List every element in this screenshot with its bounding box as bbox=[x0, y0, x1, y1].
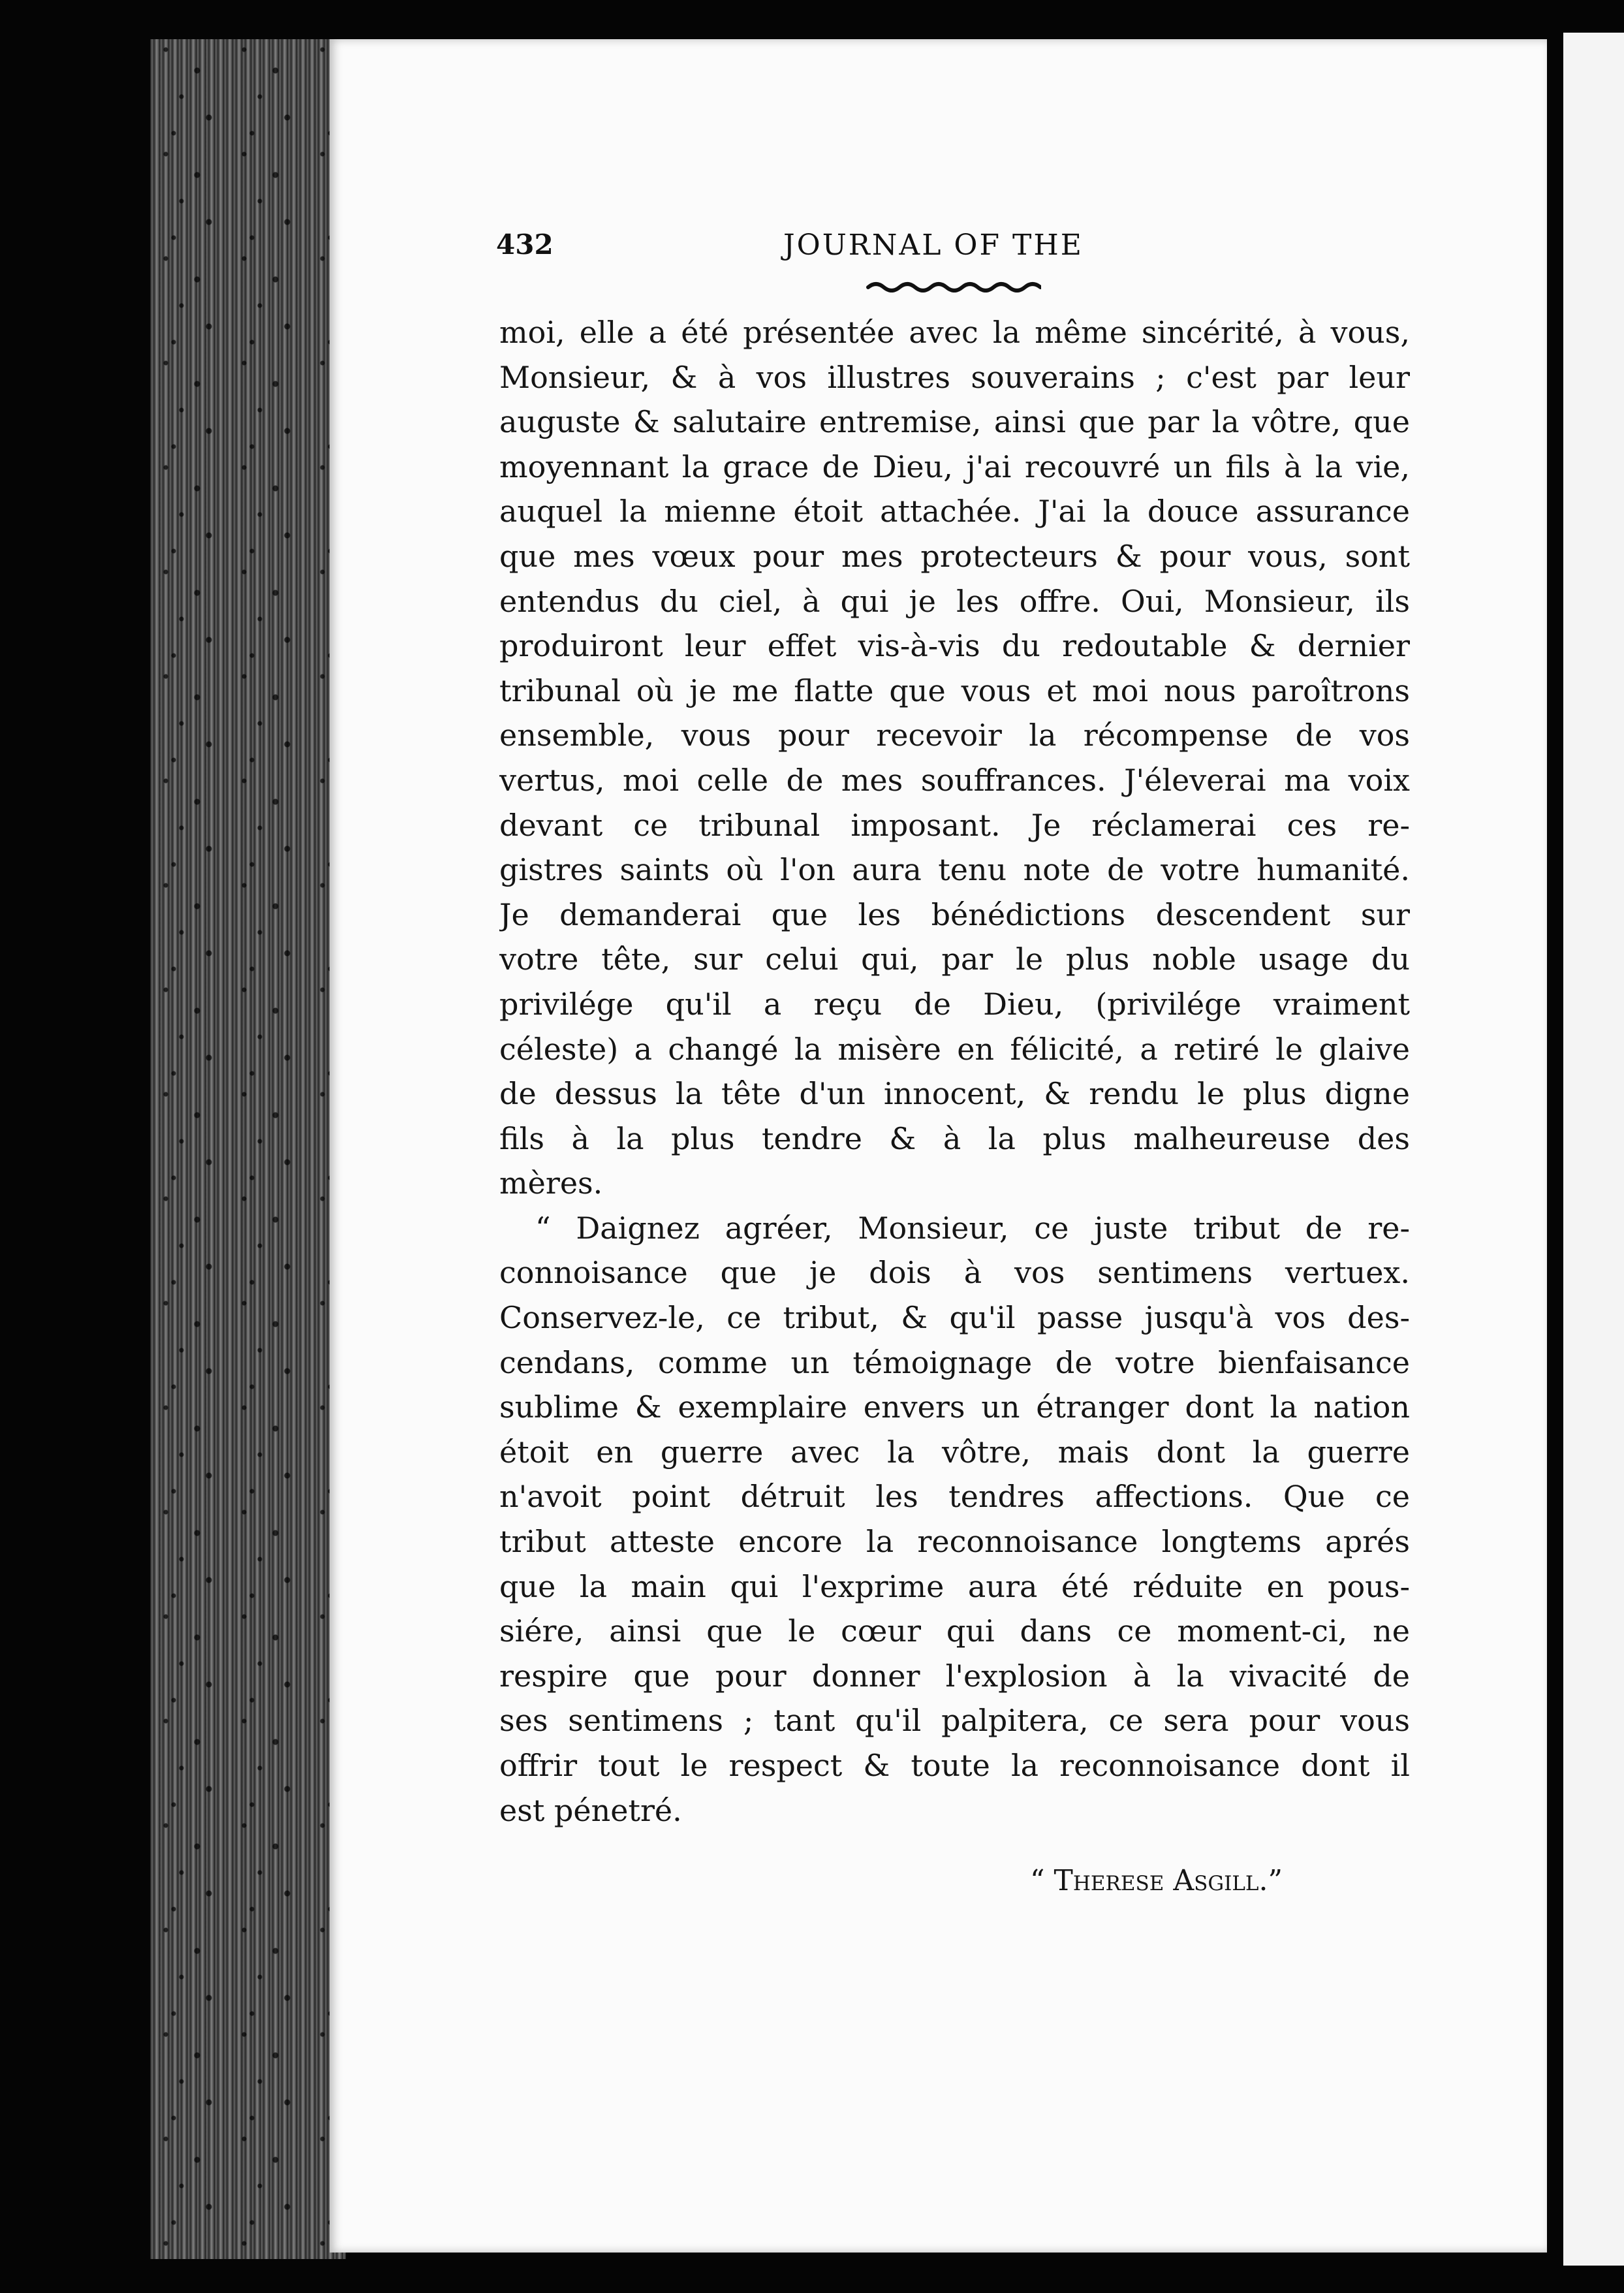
text-line: céleste) a changé la misère en félicité, a retiré le glaive bbox=[499, 1031, 1410, 1067]
running-title: JOURNAL OF THE bbox=[783, 229, 1084, 262]
text-line: gistres saints où l'on aura tenu note de votre humanité. bbox=[499, 852, 1410, 888]
text-line: Je demanderai que les bénédictions descendent sur bbox=[499, 896, 1410, 932]
facing-page-edge bbox=[1563, 33, 1624, 2266]
text-line: tribunal où je me flatte que vous et moi nous paroîtrons bbox=[499, 672, 1410, 708]
text-line: “ Daignez agréer, Monsieur, ce juste tribut de re- bbox=[535, 1210, 1410, 1246]
text-line: n'avoit point détruit les tendres affections. Que ce bbox=[499, 1479, 1410, 1515]
text-line: auguste & salutaire entremise, ainsi que par la vôtre, que bbox=[499, 404, 1410, 440]
book-page-edge bbox=[150, 39, 346, 2259]
text-line: est pénetré. bbox=[499, 1792, 682, 1828]
text-line: ensemble, vous pour recevoir la récompense de vos bbox=[499, 718, 1410, 753]
text-line: offrir tout le respect & toute la reconnoisance dont il bbox=[499, 1748, 1410, 1783]
text-line: siére, ainsi que le cœur qui dans ce moment-ci, ne bbox=[499, 1613, 1410, 1649]
text-line: mères. bbox=[499, 1165, 603, 1201]
text-line: vertus, moi celle de mes souffrances. J'éleverai ma voix bbox=[499, 762, 1410, 798]
page-number: 432 bbox=[496, 229, 554, 261]
text-line: entendus du ciel, à qui je les offre. Oui, Monsieur, ils bbox=[499, 583, 1410, 619]
text-line: connoisance que je dois à vos sentimens vertuex. bbox=[499, 1255, 1410, 1291]
text-line: que mes vœux pour mes protecteurs & pour vous, sont bbox=[499, 538, 1410, 574]
text-line: ses sentimens ; tant qu'il palpitera, ce sera pour vous bbox=[499, 1703, 1410, 1739]
text-line: de dessus la tête d'un innocent, & rendu le plus digne bbox=[499, 1076, 1410, 1112]
text-line: Monsieur, & à vos illustres souverains ; c'est par leur bbox=[499, 359, 1410, 395]
text-line: votre tête, sur celui qui, par le plus noble usage du bbox=[499, 941, 1410, 977]
text-line: privilége qu'il a reçu de Dieu, (privilége vraiment bbox=[499, 986, 1410, 1022]
text-line: devant ce tribunal imposant. Je réclamerai ces re- bbox=[499, 807, 1410, 843]
body-text bbox=[499, 310, 1410, 1833]
text-line: sublime & exemplaire envers un étranger dont la nation bbox=[499, 1389, 1410, 1425]
signature: “ Therese Asgill.” bbox=[1030, 1864, 1283, 1897]
text-line: cendans, comme un témoignage de votre bienfaisance bbox=[499, 1344, 1410, 1380]
text-line: étoit en guerre avec la vôtre, mais dont la guerre bbox=[499, 1434, 1410, 1470]
text-line: moi, elle a été présentée avec la même sincérité, à vous, bbox=[499, 315, 1410, 350]
running-head bbox=[496, 229, 1384, 268]
text-line: fils à la plus tendre & à la plus malheureuse des bbox=[499, 1120, 1410, 1156]
text-line: produiront leur effet vis-à-vis du redoutable & dernier bbox=[499, 628, 1410, 664]
text-line: moyennant la grace de Dieu, j'ai recouvré un fils à la vie, bbox=[499, 449, 1410, 484]
text-line: Conservez-le, ce tribut, & qu'il passe jusqu'à vos des- bbox=[499, 1300, 1410, 1336]
text-line: que la main qui l'exprime aura été réduite en pous- bbox=[499, 1568, 1410, 1604]
text-line: auquel la mienne étoit attachée. J'ai la douce assurance bbox=[499, 494, 1410, 530]
text-line: respire que pour donner l'explosion à la vivacité de bbox=[499, 1658, 1410, 1694]
ornamental-rule bbox=[865, 279, 1041, 293]
text-line: tribut atteste encore la reconnoisance longtems aprés bbox=[499, 1524, 1410, 1560]
